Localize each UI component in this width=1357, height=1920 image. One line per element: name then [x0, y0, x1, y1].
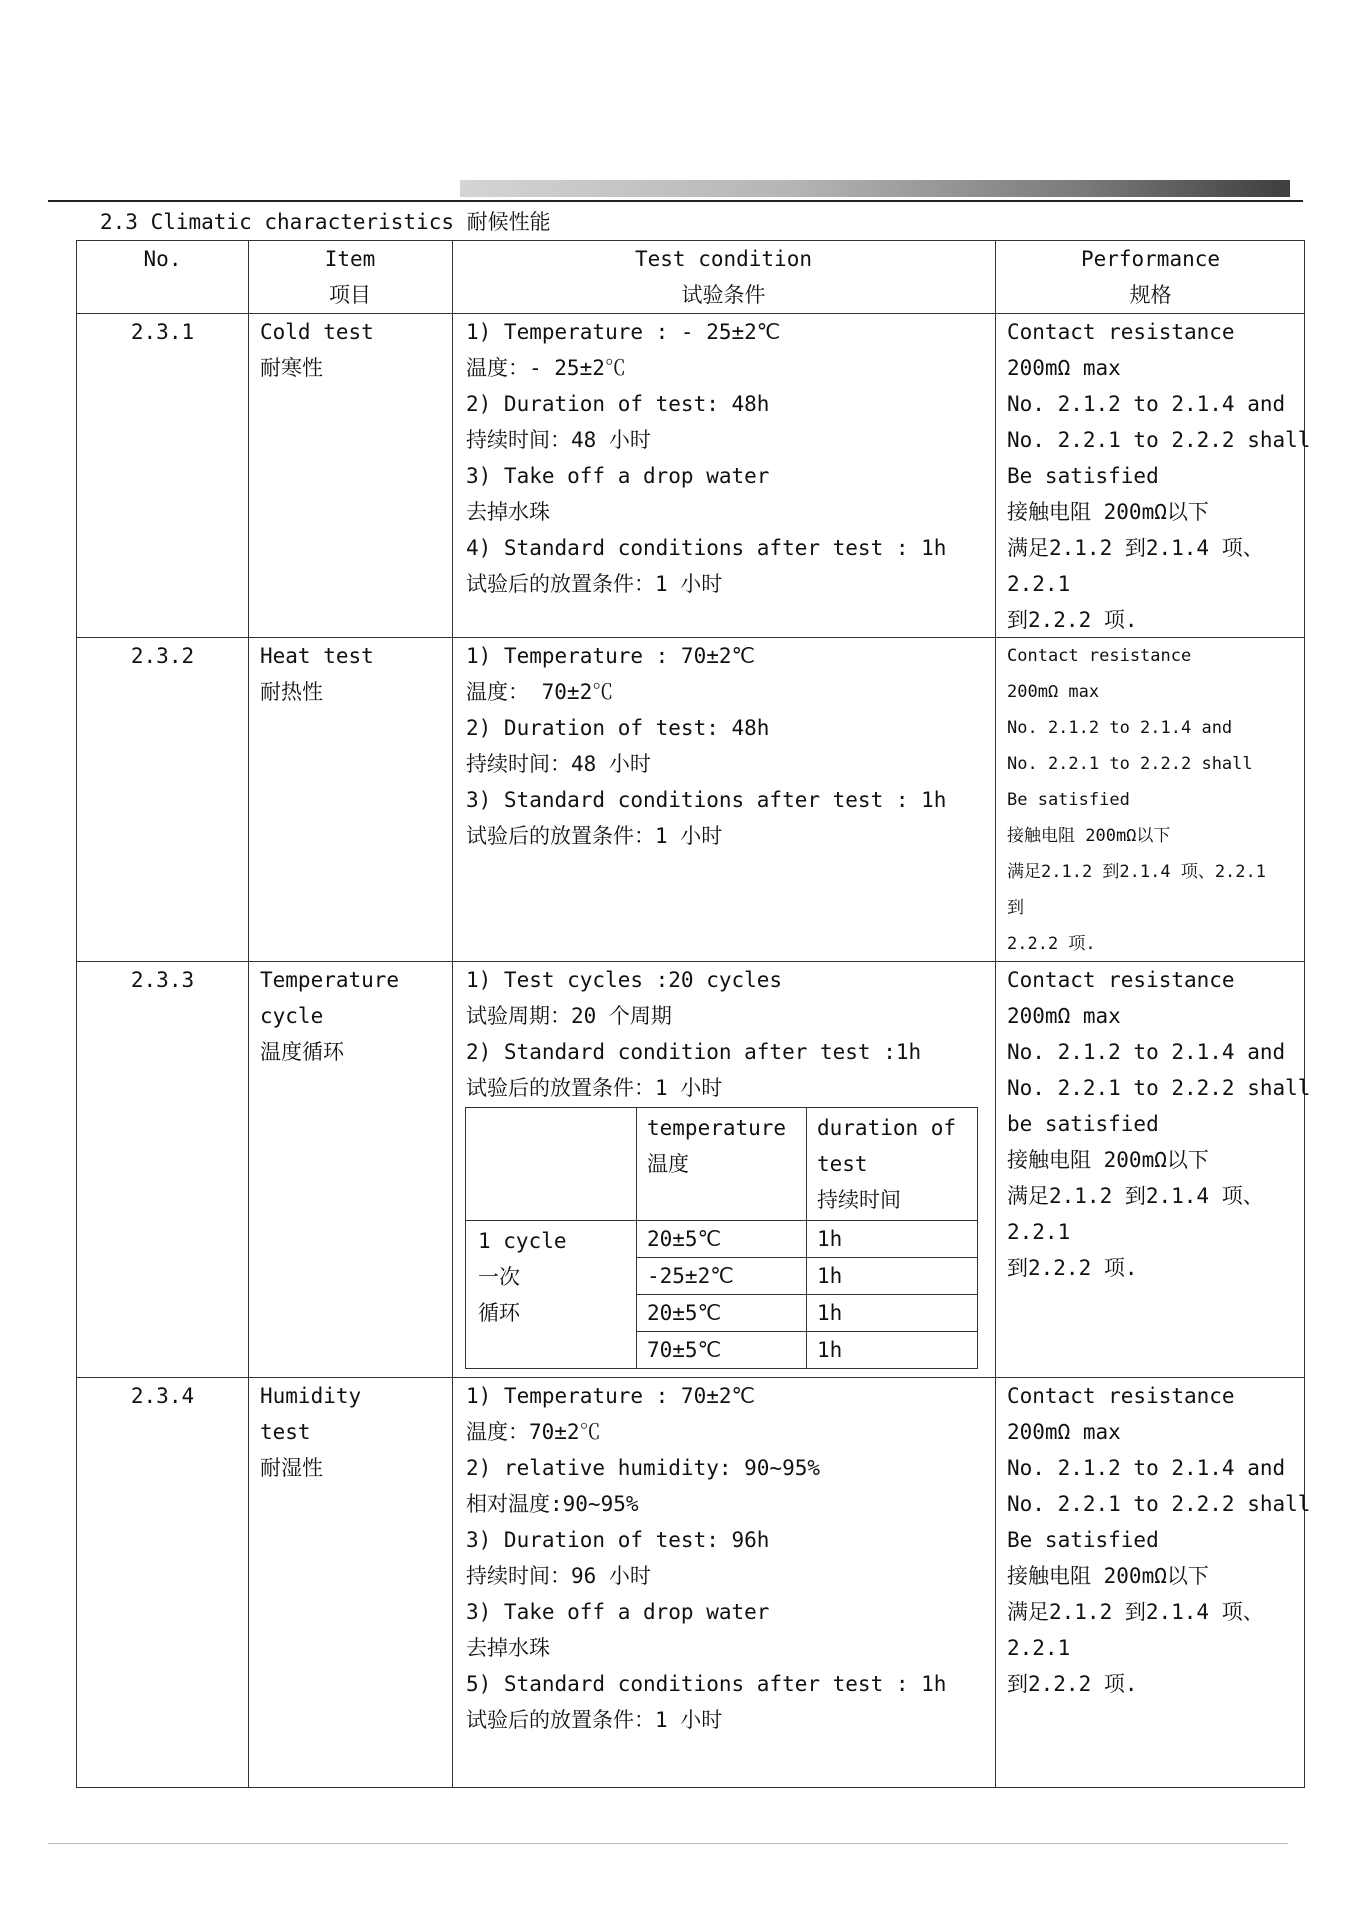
cycle-temp: 20±5℃: [647, 1301, 722, 1325]
row-performance: Contact resistance 200mΩ max No. 2.1.2 to 2.1.4 and No. 2.2.1 to 2.2.2 shall Be satisfied 接触电阻 200mΩ以下 满足2.1.2 到2.1.4 项、2.2.1 到 2.2.2 项.: [1007, 646, 1266, 954]
header-performance: Performance 规格: [1080, 247, 1221, 307]
row-test-condition: 1) Test cycles :20 cycles 试验周期：20 个周期 2) Standard condition after test :1h 试验后的放置条件：1 小时: [466, 968, 922, 1100]
column-divider: [995, 241, 996, 1787]
header-item: Item 项目: [324, 247, 376, 307]
cycle-table-divider: [636, 1108, 637, 1368]
cycle-table-divider: [466, 1220, 977, 1221]
column-divider: [452, 241, 453, 1787]
cycle-temp: -25±2℃: [647, 1264, 734, 1288]
row-performance: Contact resistance 200mΩ max No. 2.1.2 to 2.1.4 and No. 2.2.1 to 2.2.2 shall be satisfied 接触电阻 200mΩ以下 满足2.1.2 到2.1.4 项、 2.2.1 到2.2.2 项.: [1007, 968, 1311, 1280]
header-rule: [48, 200, 1303, 202]
cycle-duration: 1h: [817, 1338, 843, 1362]
cycle-duration: 1h: [817, 1227, 843, 1251]
header-test-condition: Test condition 试验条件: [634, 247, 812, 307]
cycle-temp: 70±5℃: [647, 1338, 722, 1362]
row-no: 2.3.2: [130, 644, 195, 668]
row-item: Temperature cycle 温度循环: [260, 968, 400, 1064]
footer-rule: [48, 1843, 1288, 1844]
cycle-table-divider: [806, 1108, 807, 1368]
cycle-head-temperature: temperature 温度: [647, 1116, 787, 1176]
cycle-table: [465, 1107, 978, 1369]
cycle-label: 1 cycle 一次 循环: [478, 1229, 567, 1325]
row-performance: Contact resistance 200mΩ max No. 2.1.2 to 2.1.4 and No. 2.2.1 to 2.2.2 shall Be satisfied 接触电阻 200mΩ以下 满足2.1.2 到2.1.4 项、 2.2.1 到2.2.2 项.: [1007, 1384, 1311, 1696]
cycle-duration: 1h: [817, 1264, 843, 1288]
row-no: 2.3.4: [130, 1384, 195, 1408]
row-item: Humidity test 耐湿性: [260, 1384, 362, 1480]
row-no: 2.3.3: [130, 968, 195, 992]
cycle-duration: 1h: [817, 1301, 843, 1325]
column-divider: [248, 241, 249, 1787]
row-no: 2.3.1: [130, 320, 195, 344]
cycle-head-duration: duration of test 持续时间: [817, 1116, 957, 1212]
header-no: No.: [143, 247, 182, 271]
row-item: Heat test 耐热性: [260, 644, 374, 704]
header-gradient-bar: [460, 180, 1290, 197]
climatic-table: [76, 240, 1311, 1788]
section-title: 2.3 Climatic characteristics 耐候性能: [100, 210, 551, 234]
cycle-temp: 20±5℃: [647, 1227, 722, 1251]
row-test-condition: 1) Temperature : - 25±2℃ 温度：- 25±2℃ 2) Duration of test: 48h 持续时间：48 小时 3) Take off a drop water 去掉水珠 4) Standard conditions after test : 1h 试验后的放置条件：1 小时: [466, 320, 947, 596]
row-item: Cold test 耐寒性: [260, 320, 374, 380]
row-test-condition: 1) Temperature : 70±2℃ 温度：70±2℃ 2) relative humidity: 90~95% 相对温度:90~95% 3) Duration of test: 96h 持续时间：96 小时 3) Take off a drop water 去掉水珠 5) Standard conditions after test : 1h 试验后的放置条件：1 小时: [466, 1384, 947, 1732]
row-performance: Contact resistance 200mΩ max No. 2.1.2 to 2.1.4 and No. 2.2.1 to 2.2.2 shall Be satisfied 接触电阻 200mΩ以下 满足2.1.2 到2.1.4 项、 2.2.1 到2.2.2 项.: [1007, 320, 1311, 632]
row-test-condition: 1) Temperature : 70±2℃ 温度： 70±2℃ 2) Duration of test: 48h 持续时间：48 小时 3) Standard conditions after test : 1h 试验后的放置条件：1 小时: [466, 644, 947, 848]
